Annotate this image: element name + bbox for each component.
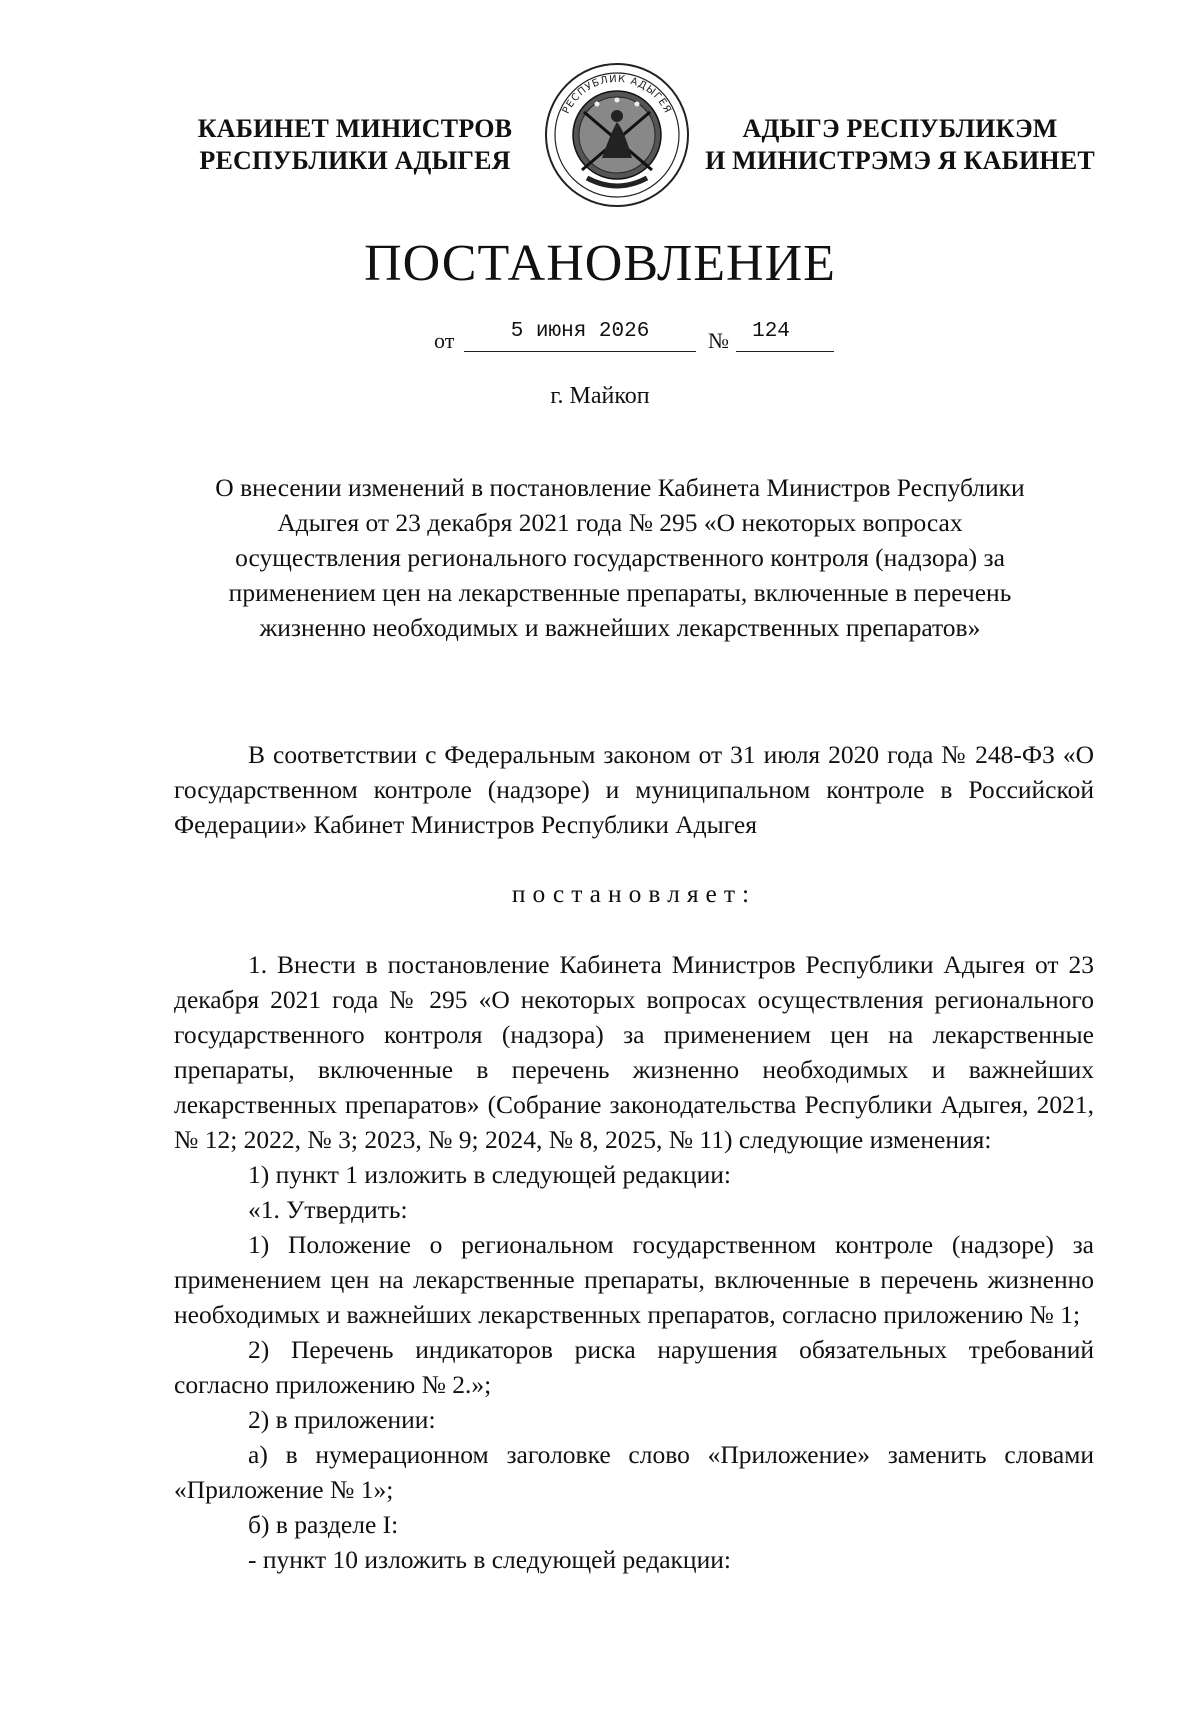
number-underline — [736, 351, 834, 352]
coat-of-arms-seal-icon — [542, 60, 692, 210]
issuer-line-2: РЕСПУБЛИКИ АДЫГЕЯ — [199, 146, 511, 175]
number-label: № — [708, 328, 729, 353]
body-paragraph: 2) Перечень индикаторов риска нарушения обязательных требований согласно приложению № 2.»; — [174, 1335, 1094, 1399]
date-from-label: от — [434, 328, 455, 353]
issuer-line-1-adyghe: АДЫГЭ РЕСПУБЛИКЭМ — [742, 114, 1058, 143]
issuer-name-russian — [190, 113, 520, 177]
body-paragraph: 1) Положение о региональном государственном контроле (надзоре) за применением цен на лекарственные препараты, включенные в перечень жизненно необходимых и важнейших лекарственных препаратов, согласно приложению № 1; — [174, 1230, 1094, 1329]
svg-text:РЕСПУБЛИК АДЫГЕЯ: РЕСПУБЛИК АДЫГЕЯ — [560, 73, 674, 116]
resolves-heading: постановляет: — [511, 879, 757, 908]
body-paragraph: б) в разделе I: — [248, 1510, 399, 1539]
body-paragraph: 2) в приложении: — [248, 1405, 436, 1434]
document-subject: О внесении изменений в постановление Кабинета Министров Республики Адыгея от 23 декабря 2021 года № 295 «О некоторых вопросах осуществления регионального государственного контроля (надзора) за применением цен на лекарственные препараты, включенные в перечень жизненно необходимых и важнейших лекарственных препаратов» — [215, 473, 1025, 642]
body-paragraph: а) в нумерационном заголовке слово «Приложение» заменить словами «Приложение № 1»; — [174, 1440, 1094, 1504]
document-title: ПОСТАНОВЛЕНИЕ — [364, 235, 836, 292]
date-value: 5 июня 2026 — [510, 320, 650, 343]
date-number-row — [0, 318, 1200, 358]
body-paragraph: 1. Внести в постановление Кабинета Министров Республики Адыгея от 23 декабря 2021 года № 295 «О некоторых вопросах осуществления регионального государственного контроля (надзора) за применением цен на лекарственные препараты, включенные в перечень жизненно необходимых и важнейших лекарственных препаратов» (Собрание законодательства Республики Адыгея, 2021, № 12; 2022, № 3; 2023, № 9; 2024, № 8, 2025, № 11) следующие изменения: — [174, 950, 1094, 1154]
issuer-name-adyghe — [700, 113, 1100, 177]
body-paragraph: - пункт 10 изложить в следующей редакции: — [248, 1545, 731, 1574]
issuer-line-1: КАБИНЕТ МИНИСТРОВ — [197, 114, 513, 143]
body-paragraph: «1. Утвердить: — [248, 1195, 408, 1224]
city: г. Майкоп — [550, 383, 650, 409]
issuer-line-2-adyghe: И МИНИСТРЭМЭ Я КАБИНЕТ — [705, 146, 1095, 175]
preamble-paragraph: В соответствии с Федеральным законом от 31 июля 2020 года № 248-ФЗ «О государственном контроле (надзоре) и муниципальном контроле в Российской Федерации» Кабинет Министров Республики Адыгея — [174, 740, 1094, 839]
body-paragraph: 1) пункт 1 изложить в следующей редакции: — [248, 1160, 731, 1189]
number-value: 124 — [752, 320, 790, 343]
date-underline — [464, 351, 696, 352]
document-body — [174, 737, 1094, 1577]
